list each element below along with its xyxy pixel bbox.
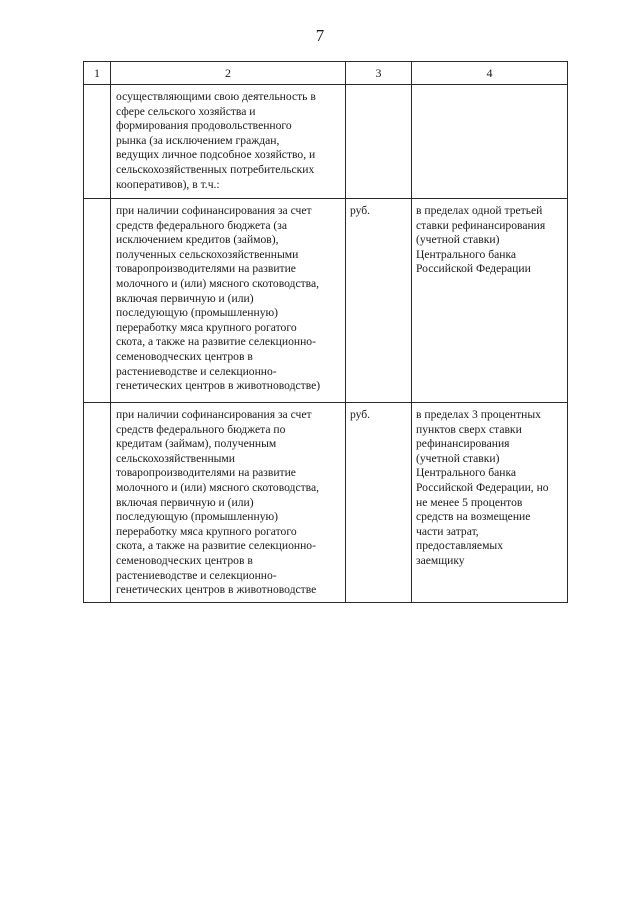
column-header-2: 2 <box>111 62 346 85</box>
table-cell-unit <box>346 199 412 403</box>
document-table <box>83 61 568 603</box>
table-header-row <box>84 62 568 85</box>
description-text: осуществляющими свою деятельность в сфере сельского хозяйства и формирования продовольственного рынка (за исключением граждан, ведущих личное подсобное хозяйство, и сельскохозяйственных потребительских кооперативов), в т.ч.: <box>116 90 316 191</box>
description-text: при наличии софинансирования за счет средств федерального бюджета (за исключением кредитов (займов), полученных сельскохозяйственными товаропроизводителями на развитие молочного и (или) мясного скотоводства, включая первичную и (или) последующую (промышленную) переработку мяса крупного рогатого скота, а также на развитие селекционно- семеноводческих центров в растениеводстве и селекционно- генетических центров в животноводстве) <box>116 204 321 393</box>
table-cell-unit <box>346 403 412 603</box>
table-cell-description <box>111 199 346 403</box>
table-cell-description <box>111 403 346 603</box>
column-header-1: 1 <box>84 62 111 85</box>
table-cell-value <box>412 85 568 199</box>
description-text: при наличии софинансирования за счет средств федерального бюджета по кредитам (займам), полученным сельскохозяйственными товаропроизводителями на развитие молочного и (или) мясного скотоводства, включая первичную и (или) последующую (промышленную) переработку мяса крупного рогатого скота, а также на развитие селекционно- семеноводческих центров в растениеводстве и селекционно- генетических центров в животноводстве <box>116 408 320 597</box>
unit-text: руб. <box>350 408 371 421</box>
table-cell-number <box>84 85 111 199</box>
table-cell-description <box>111 85 346 199</box>
table-row <box>84 85 568 199</box>
table-row <box>84 403 568 603</box>
value-text: в пределах одной третьей ставки рефинансирования (учетной ставки) Центрального банка Российской Федерации <box>416 204 546 276</box>
table-cell-unit <box>346 85 412 199</box>
table-row <box>84 199 568 403</box>
column-header-3: 3 <box>346 62 412 85</box>
table-cell-value <box>412 199 568 403</box>
unit-text: руб. <box>350 204 371 217</box>
table-cell-value <box>412 403 568 603</box>
table-cell-number <box>84 403 111 603</box>
value-text: в пределах 3 процентных пунктов сверх ставки рефинансирования (учетной ставки) Центрального банка Российской Федерации, но не менее 5 процентов средств на возмещение части затрат, предоставляемых заемщику <box>416 408 549 567</box>
table-cell-number <box>84 199 111 403</box>
page-number: 7 <box>315 26 325 45</box>
column-header-4: 4 <box>412 62 568 85</box>
